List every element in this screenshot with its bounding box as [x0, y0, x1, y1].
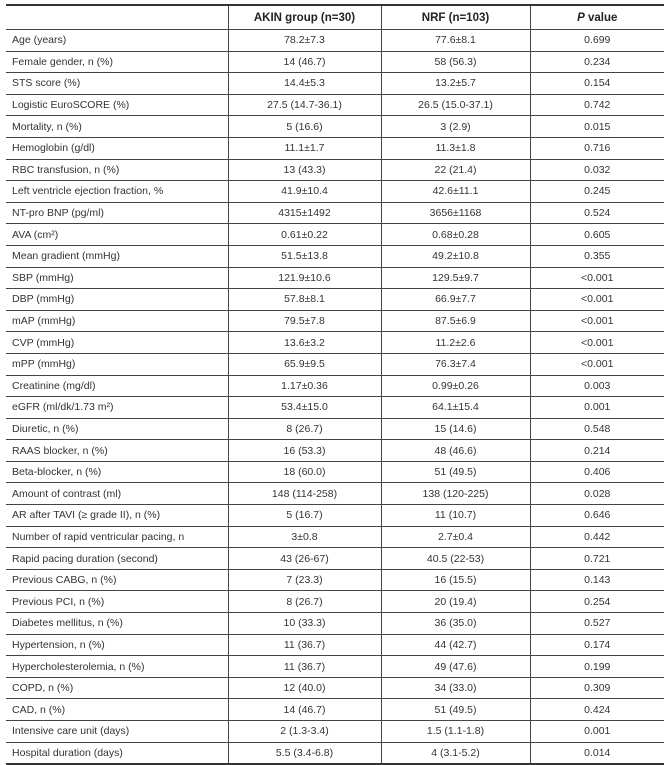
cell-nrf-value: 11.3±1.8 — [381, 137, 530, 159]
cell-variable: Hypercholesterolemia, n (%) — [6, 656, 228, 678]
cell-akin-value: 16 (53.3) — [228, 440, 381, 462]
cell-variable: Rapid pacing duration (second) — [6, 548, 228, 570]
cell-p-value: <0.001 — [530, 353, 664, 375]
cell-p-value: 0.032 — [530, 159, 664, 181]
cell-nrf-value: 11 (10.7) — [381, 505, 530, 527]
cell-variable: eGFR (ml/dk/1.73 m²) — [6, 397, 228, 419]
cell-akin-value: 11.1±1.7 — [228, 137, 381, 159]
cell-akin-value: 2 (1.3-3.4) — [228, 721, 381, 743]
cell-akin-value: 13 (43.3) — [228, 159, 381, 181]
cell-akin-value: 14 (46.7) — [228, 51, 381, 73]
cell-p-value: <0.001 — [530, 267, 664, 289]
cell-variable: AR after TAVI (≥ grade II), n (%) — [6, 505, 228, 527]
cell-nrf-value: 3656±1168 — [381, 202, 530, 224]
table-row — [6, 116, 664, 138]
cell-variable: Intensive care unit (days) — [6, 721, 228, 743]
cell-p-value: 0.154 — [530, 73, 664, 95]
cell-variable: RBC transfusion, n (%) — [6, 159, 228, 181]
cell-akin-value: 1.17±0.36 — [228, 375, 381, 397]
cell-nrf-value: 11.2±2.6 — [381, 332, 530, 354]
cell-nrf-value: 58 (56.3) — [381, 51, 530, 73]
cell-nrf-value: 129.5±9.7 — [381, 267, 530, 289]
cell-variable: STS score (%) — [6, 73, 228, 95]
cell-p-value: 0.214 — [530, 440, 664, 462]
table-row — [6, 353, 664, 375]
cell-akin-value: 8 (26.7) — [228, 591, 381, 613]
cell-p-value: 0.234 — [530, 51, 664, 73]
cell-nrf-value: 26.5 (15.0-37.1) — [381, 94, 530, 116]
cell-nrf-value: 0.99±0.26 — [381, 375, 530, 397]
cell-akin-value: 11 (36.7) — [228, 656, 381, 678]
cell-variable: COPD, n (%) — [6, 677, 228, 699]
cell-nrf-value: 1.5 (1.1-1.8) — [381, 721, 530, 743]
table-header-row — [6, 5, 664, 30]
cell-akin-value: 57.8±8.1 — [228, 289, 381, 311]
table-row — [6, 613, 664, 635]
cell-akin-value: 12 (40.0) — [228, 677, 381, 699]
cell-variable: Beta-blocker, n (%) — [6, 461, 228, 483]
cell-variable: mAP (mmHg) — [6, 310, 228, 332]
cell-nrf-value: 64.1±15.4 — [381, 397, 530, 419]
table-row — [6, 591, 664, 613]
cell-variable: NT-pro BNP (pg/ml) — [6, 202, 228, 224]
cell-p-value: 0.524 — [530, 202, 664, 224]
cell-p-value: 0.001 — [530, 397, 664, 419]
cell-nrf-value: 49 (47.6) — [381, 656, 530, 678]
cell-p-value: 0.716 — [530, 137, 664, 159]
table-row — [6, 375, 664, 397]
cell-variable: mPP (mmHg) — [6, 353, 228, 375]
cell-akin-value: 14 (46.7) — [228, 699, 381, 721]
cell-variable: Hemoglobin (g/dl) — [6, 137, 228, 159]
cell-nrf-value: 77.6±8.1 — [381, 30, 530, 52]
cell-nrf-value: 49.2±10.8 — [381, 245, 530, 267]
cell-p-value: 0.143 — [530, 569, 664, 591]
table-row — [6, 569, 664, 591]
table-row — [6, 721, 664, 743]
cell-variable: Hospital duration (days) — [6, 742, 228, 764]
cell-akin-value: 13.6±3.2 — [228, 332, 381, 354]
cell-variable: Mortality, n (%) — [6, 116, 228, 138]
cell-nrf-value: 2.7±0.4 — [381, 526, 530, 548]
cell-akin-value: 5 (16.7) — [228, 505, 381, 527]
cell-akin-value: 43 (26-67) — [228, 548, 381, 570]
cell-akin-value: 14.4±5.3 — [228, 73, 381, 95]
header-variable — [6, 5, 228, 30]
table-row — [6, 94, 664, 116]
table-row — [6, 159, 664, 181]
cell-nrf-value: 22 (21.4) — [381, 159, 530, 181]
cell-p-value: 0.721 — [530, 548, 664, 570]
cell-p-value: 0.245 — [530, 181, 664, 203]
header-akin-group: AKIN group (n=30) — [228, 5, 381, 30]
header-nrf: NRF (n=103) — [381, 5, 530, 30]
cell-akin-value: 3±0.8 — [228, 526, 381, 548]
cell-variable: Number of rapid ventricular pacing, n — [6, 526, 228, 548]
cell-p-value: 0.699 — [530, 30, 664, 52]
cell-p-value: <0.001 — [530, 289, 664, 311]
table-row — [6, 51, 664, 73]
cell-variable: Diuretic, n (%) — [6, 418, 228, 440]
cell-nrf-value: 66.9±7.7 — [381, 289, 530, 311]
cell-variable: Previous CABG, n (%) — [6, 569, 228, 591]
comparison-table — [6, 4, 664, 765]
cell-akin-value: 18 (60.0) — [228, 461, 381, 483]
cell-p-value: 0.406 — [530, 461, 664, 483]
table-row — [6, 267, 664, 289]
cell-nrf-value: 20 (19.4) — [381, 591, 530, 613]
cell-p-value: 0.742 — [530, 94, 664, 116]
table-row — [6, 310, 664, 332]
cell-p-value: 0.309 — [530, 677, 664, 699]
cell-p-value: 0.548 — [530, 418, 664, 440]
cell-nrf-value: 13.2±5.7 — [381, 73, 530, 95]
table-row — [6, 73, 664, 95]
cell-variable: Diabetes mellitus, n (%) — [6, 613, 228, 635]
table-row — [6, 30, 664, 52]
cell-akin-value: 79.5±7.8 — [228, 310, 381, 332]
cell-nrf-value: 42.6±11.1 — [381, 181, 530, 203]
cell-p-value: 0.254 — [530, 591, 664, 613]
cell-variable: RAAS blocker, n (%) — [6, 440, 228, 462]
table-row — [6, 656, 664, 678]
cell-variable: Age (years) — [6, 30, 228, 52]
cell-variable: Previous PCI, n (%) — [6, 591, 228, 613]
cell-akin-value: 41.9±10.4 — [228, 181, 381, 203]
cell-variable: SBP (mmHg) — [6, 267, 228, 289]
cell-p-value: 0.646 — [530, 505, 664, 527]
cell-variable: Creatinine (mg/dl) — [6, 375, 228, 397]
cell-nrf-value: 48 (46.6) — [381, 440, 530, 462]
cell-p-value: 0.015 — [530, 116, 664, 138]
cell-variable: CAD, n (%) — [6, 699, 228, 721]
cell-variable: DBP (mmHg) — [6, 289, 228, 311]
header-p-rest: value — [584, 11, 618, 24]
cell-nrf-value: 138 (120-225) — [381, 483, 530, 505]
table-row — [6, 137, 664, 159]
table-row — [6, 202, 664, 224]
cell-akin-value: 5.5 (3.4-6.8) — [228, 742, 381, 764]
cell-p-value: 0.003 — [530, 375, 664, 397]
cell-variable: Logistic EuroSCORE (%) — [6, 94, 228, 116]
table-row — [6, 677, 664, 699]
cell-akin-value: 65.9±9.5 — [228, 353, 381, 375]
table-row — [6, 245, 664, 267]
cell-nrf-value: 0.68±0.28 — [381, 224, 530, 246]
table-row — [6, 461, 664, 483]
cell-p-value: 0.174 — [530, 634, 664, 656]
cell-akin-value: 121.9±10.6 — [228, 267, 381, 289]
cell-nrf-value: 36 (35.0) — [381, 613, 530, 635]
table-row — [6, 699, 664, 721]
cell-p-value: 0.605 — [530, 224, 664, 246]
cell-p-value: 0.014 — [530, 742, 664, 764]
table-row — [6, 505, 664, 527]
cell-akin-value: 11 (36.7) — [228, 634, 381, 656]
cell-nrf-value: 44 (42.7) — [381, 634, 530, 656]
cell-p-value: 0.001 — [530, 721, 664, 743]
cell-akin-value: 27.5 (14.7-36.1) — [228, 94, 381, 116]
cell-akin-value: 7 (23.3) — [228, 569, 381, 591]
cell-akin-value: 10 (33.3) — [228, 613, 381, 635]
table-row — [6, 742, 664, 764]
cell-nrf-value: 4 (3.1-5.2) — [381, 742, 530, 764]
cell-nrf-value: 3 (2.9) — [381, 116, 530, 138]
table-row — [6, 332, 664, 354]
cell-nrf-value: 16 (15.5) — [381, 569, 530, 591]
cell-p-value: 0.527 — [530, 613, 664, 635]
cell-variable: Mean gradient (mmHg) — [6, 245, 228, 267]
cell-nrf-value: 51 (49.5) — [381, 461, 530, 483]
table-row — [6, 548, 664, 570]
cell-nrf-value: 40.5 (22-53) — [381, 548, 530, 570]
table-row — [6, 397, 664, 419]
cell-nrf-value: 87.5±6.9 — [381, 310, 530, 332]
table-row — [6, 418, 664, 440]
cell-p-value: 0.442 — [530, 526, 664, 548]
table-row — [6, 224, 664, 246]
cell-p-value: <0.001 — [530, 332, 664, 354]
cell-variable: Female gender, n (%) — [6, 51, 228, 73]
cell-nrf-value: 51 (49.5) — [381, 699, 530, 721]
table-row — [6, 526, 664, 548]
cell-nrf-value: 76.3±7.4 — [381, 353, 530, 375]
cell-akin-value: 8 (26.7) — [228, 418, 381, 440]
table-row — [6, 440, 664, 462]
cell-p-value: 0.424 — [530, 699, 664, 721]
cell-nrf-value: 15 (14.6) — [381, 418, 530, 440]
header-p-italic: P — [577, 11, 585, 24]
cell-nrf-value: 34 (33.0) — [381, 677, 530, 699]
cell-akin-value: 148 (114-258) — [228, 483, 381, 505]
cell-akin-value: 78.2±7.3 — [228, 30, 381, 52]
cell-variable: AVA (cm²) — [6, 224, 228, 246]
cell-p-value: 0.355 — [530, 245, 664, 267]
cell-akin-value: 0.61±0.22 — [228, 224, 381, 246]
table-row — [6, 634, 664, 656]
cell-p-value: 0.028 — [530, 483, 664, 505]
table-row — [6, 289, 664, 311]
table-row — [6, 483, 664, 505]
cell-variable: Left ventricle ejection fraction, % — [6, 181, 228, 203]
header-p-value — [530, 5, 664, 30]
cell-variable: Hypertension, n (%) — [6, 634, 228, 656]
cell-akin-value: 51.5±13.8 — [228, 245, 381, 267]
cell-p-value: <0.001 — [530, 310, 664, 332]
cell-variable: Amount of contrast (ml) — [6, 483, 228, 505]
cell-akin-value: 4315±1492 — [228, 202, 381, 224]
cell-p-value: 0.199 — [530, 656, 664, 678]
cell-akin-value: 5 (16.6) — [228, 116, 381, 138]
cell-variable: CVP (mmHg) — [6, 332, 228, 354]
cell-akin-value: 53.4±15.0 — [228, 397, 381, 419]
table-row — [6, 181, 664, 203]
